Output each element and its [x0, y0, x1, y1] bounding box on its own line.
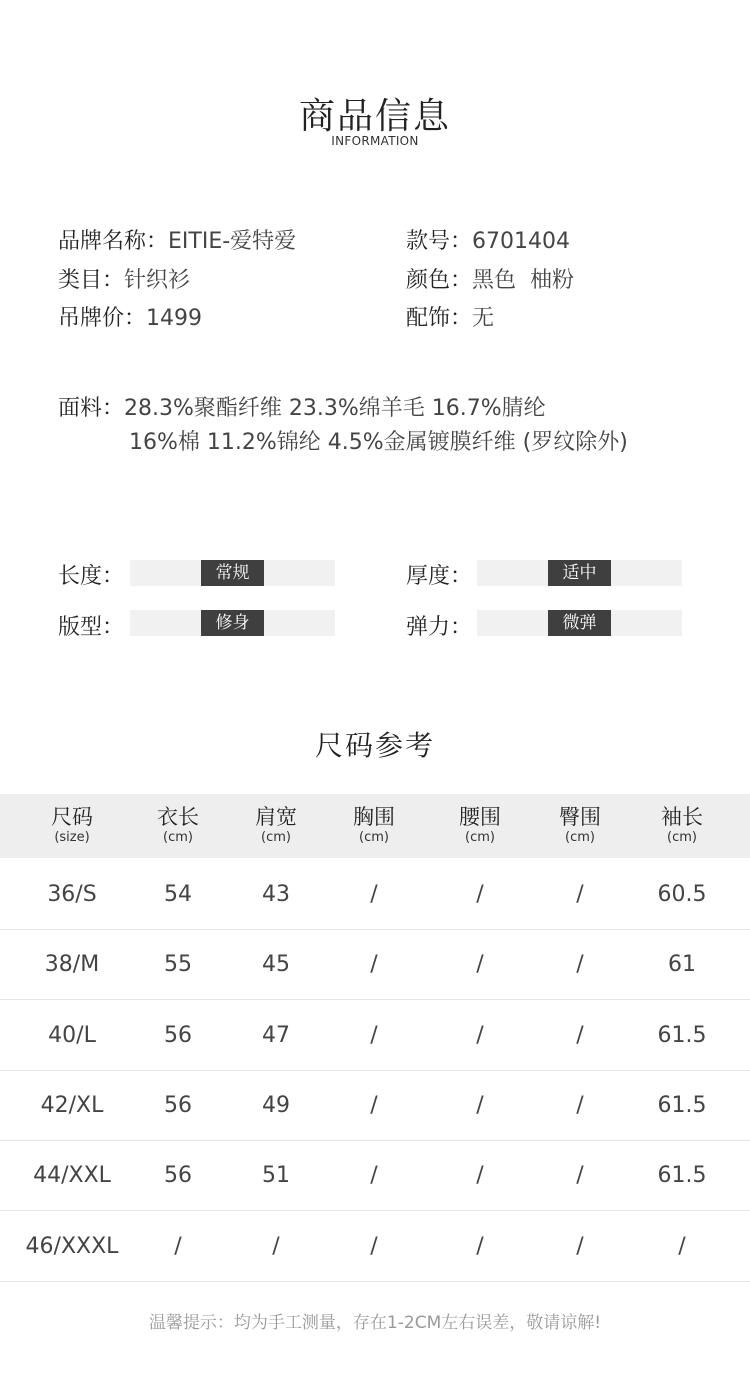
fabric-label: 面料： [58, 396, 125, 421]
price-label: 吊牌价： [58, 306, 147, 331]
table-cell: / [370, 952, 378, 977]
header-name: 袖长 [661, 805, 703, 829]
table-cell: 42/XL [40, 1093, 104, 1118]
table-cell: / [576, 1093, 584, 1118]
header-size [22, 794, 122, 858]
table-cell: / [370, 1093, 378, 1118]
fit-label: 版型： [58, 615, 125, 640]
table-cell: 43 [262, 882, 290, 907]
table-cell: / [476, 952, 484, 977]
header-unit: (cm) [261, 830, 291, 845]
header-name: 衣长 [157, 805, 199, 829]
table-cell: / [678, 1234, 686, 1259]
table-cell: 56 [164, 1093, 192, 1118]
length-label: 长度： [58, 564, 125, 589]
measurement-note: 温馨提示：均为手工测量，存在1-2CM左右误差，敬请谅解! [148, 1313, 602, 1333]
elasticity-label: 弹力： [406, 615, 473, 640]
table-cell: 61.5 [657, 1023, 707, 1048]
header-waist [430, 794, 530, 858]
header-unit: (cm) [163, 830, 193, 845]
style-number-info [406, 224, 570, 255]
table-cell: / [576, 1023, 584, 1048]
table-cell: / [576, 1234, 584, 1259]
category-value: 针织衫 [124, 268, 191, 293]
table-cell: / [370, 1234, 378, 1259]
accessory-value: 无 [472, 306, 495, 331]
table-cell: / [476, 1234, 484, 1259]
brand-info [58, 224, 296, 255]
table-cell: 54 [164, 882, 192, 907]
table-cell: / [576, 882, 584, 907]
table-cell: / [272, 1234, 280, 1259]
page-subtitle: INFORMATION [331, 134, 419, 148]
fabric-info [58, 391, 546, 422]
fabric-line-1: 28.3%聚酯纤维 23.3%绵羊毛 16.7%腈纶 [124, 396, 546, 421]
table-cell: / [576, 952, 584, 977]
table-cell: / [174, 1234, 182, 1259]
elasticity-tag: 微弹 [548, 610, 611, 636]
table-cell: / [576, 1163, 584, 1188]
table-row [0, 929, 750, 1000]
table-cell: 61.5 [657, 1163, 707, 1188]
fit-tag: 修身 [201, 610, 264, 636]
header-length [128, 794, 228, 858]
thickness-label: 厚度： [406, 564, 473, 589]
header-name: 胸围 [353, 805, 395, 829]
length-tag: 常规 [201, 560, 264, 586]
table-cell: 51 [262, 1163, 290, 1188]
table-cell: 60.5 [657, 882, 707, 907]
brand-value: EITIE-爱特爱 [168, 229, 297, 254]
accessory-label: 配饰： [406, 306, 473, 331]
table-row [0, 1140, 750, 1211]
table-cell: / [370, 1023, 378, 1048]
table-row [0, 859, 750, 930]
brand-label: 品牌名称： [58, 229, 169, 254]
price-value: 1499 [146, 306, 203, 331]
header-name: 尺码 [51, 805, 93, 829]
fabric-line-2: 16%棉 11.2%锦纶 4.5%金属镀膜纤维 (罗纹除外) [129, 430, 628, 455]
table-cell: 45 [262, 952, 290, 977]
table-cell: 40/L [48, 1023, 96, 1048]
table-cell: 49 [262, 1093, 290, 1118]
table-row [0, 1211, 750, 1282]
table-cell: 44/XXL [33, 1163, 111, 1188]
table-cell: / [476, 882, 484, 907]
header-unit: (cm) [565, 830, 595, 845]
table-cell: / [370, 1163, 378, 1188]
table-cell: / [476, 1093, 484, 1118]
header-name: 腰围 [459, 805, 501, 829]
table-cell: 38/M [44, 952, 100, 977]
header-name: 臀围 [559, 805, 601, 829]
accessory-info [406, 301, 494, 332]
table-cell: 61 [668, 952, 696, 977]
table-cell: 46/XXXL [25, 1234, 119, 1259]
header-unit: (cm) [359, 830, 389, 845]
style-number-label: 款号： [406, 229, 473, 254]
style-number-value: 6701404 [472, 229, 570, 254]
header-hip [530, 794, 630, 858]
header-unit: (size) [54, 830, 90, 845]
header-unit: (cm) [667, 830, 697, 845]
header-chest [324, 794, 424, 858]
color-info [406, 263, 574, 294]
thickness-tag: 适中 [548, 560, 611, 586]
table-row [0, 1070, 750, 1141]
header-shoulder [226, 794, 326, 858]
color-value: 黑色 柚粉 [472, 268, 575, 293]
table-cell: 61.5 [657, 1093, 707, 1118]
table-cell: / [476, 1023, 484, 1048]
table-cell: 56 [164, 1163, 192, 1188]
page-title: 商品信息 [298, 96, 451, 137]
size-table-title: 尺码参考 [314, 729, 435, 762]
size-table-header [0, 794, 750, 858]
table-row [0, 1000, 750, 1071]
header-unit: (cm) [465, 830, 495, 845]
header-name: 肩宽 [255, 805, 297, 829]
table-cell: 55 [164, 952, 192, 977]
table-cell: / [370, 882, 378, 907]
table-cell: / [476, 1163, 484, 1188]
header-sleeve [632, 794, 732, 858]
table-cell: 36/S [47, 882, 97, 907]
table-cell: 47 [262, 1023, 290, 1048]
category-info [58, 263, 190, 294]
category-label: 类目： [58, 268, 125, 293]
price-info [58, 301, 202, 332]
color-label: 颜色： [406, 268, 473, 293]
table-cell: 56 [164, 1023, 192, 1048]
